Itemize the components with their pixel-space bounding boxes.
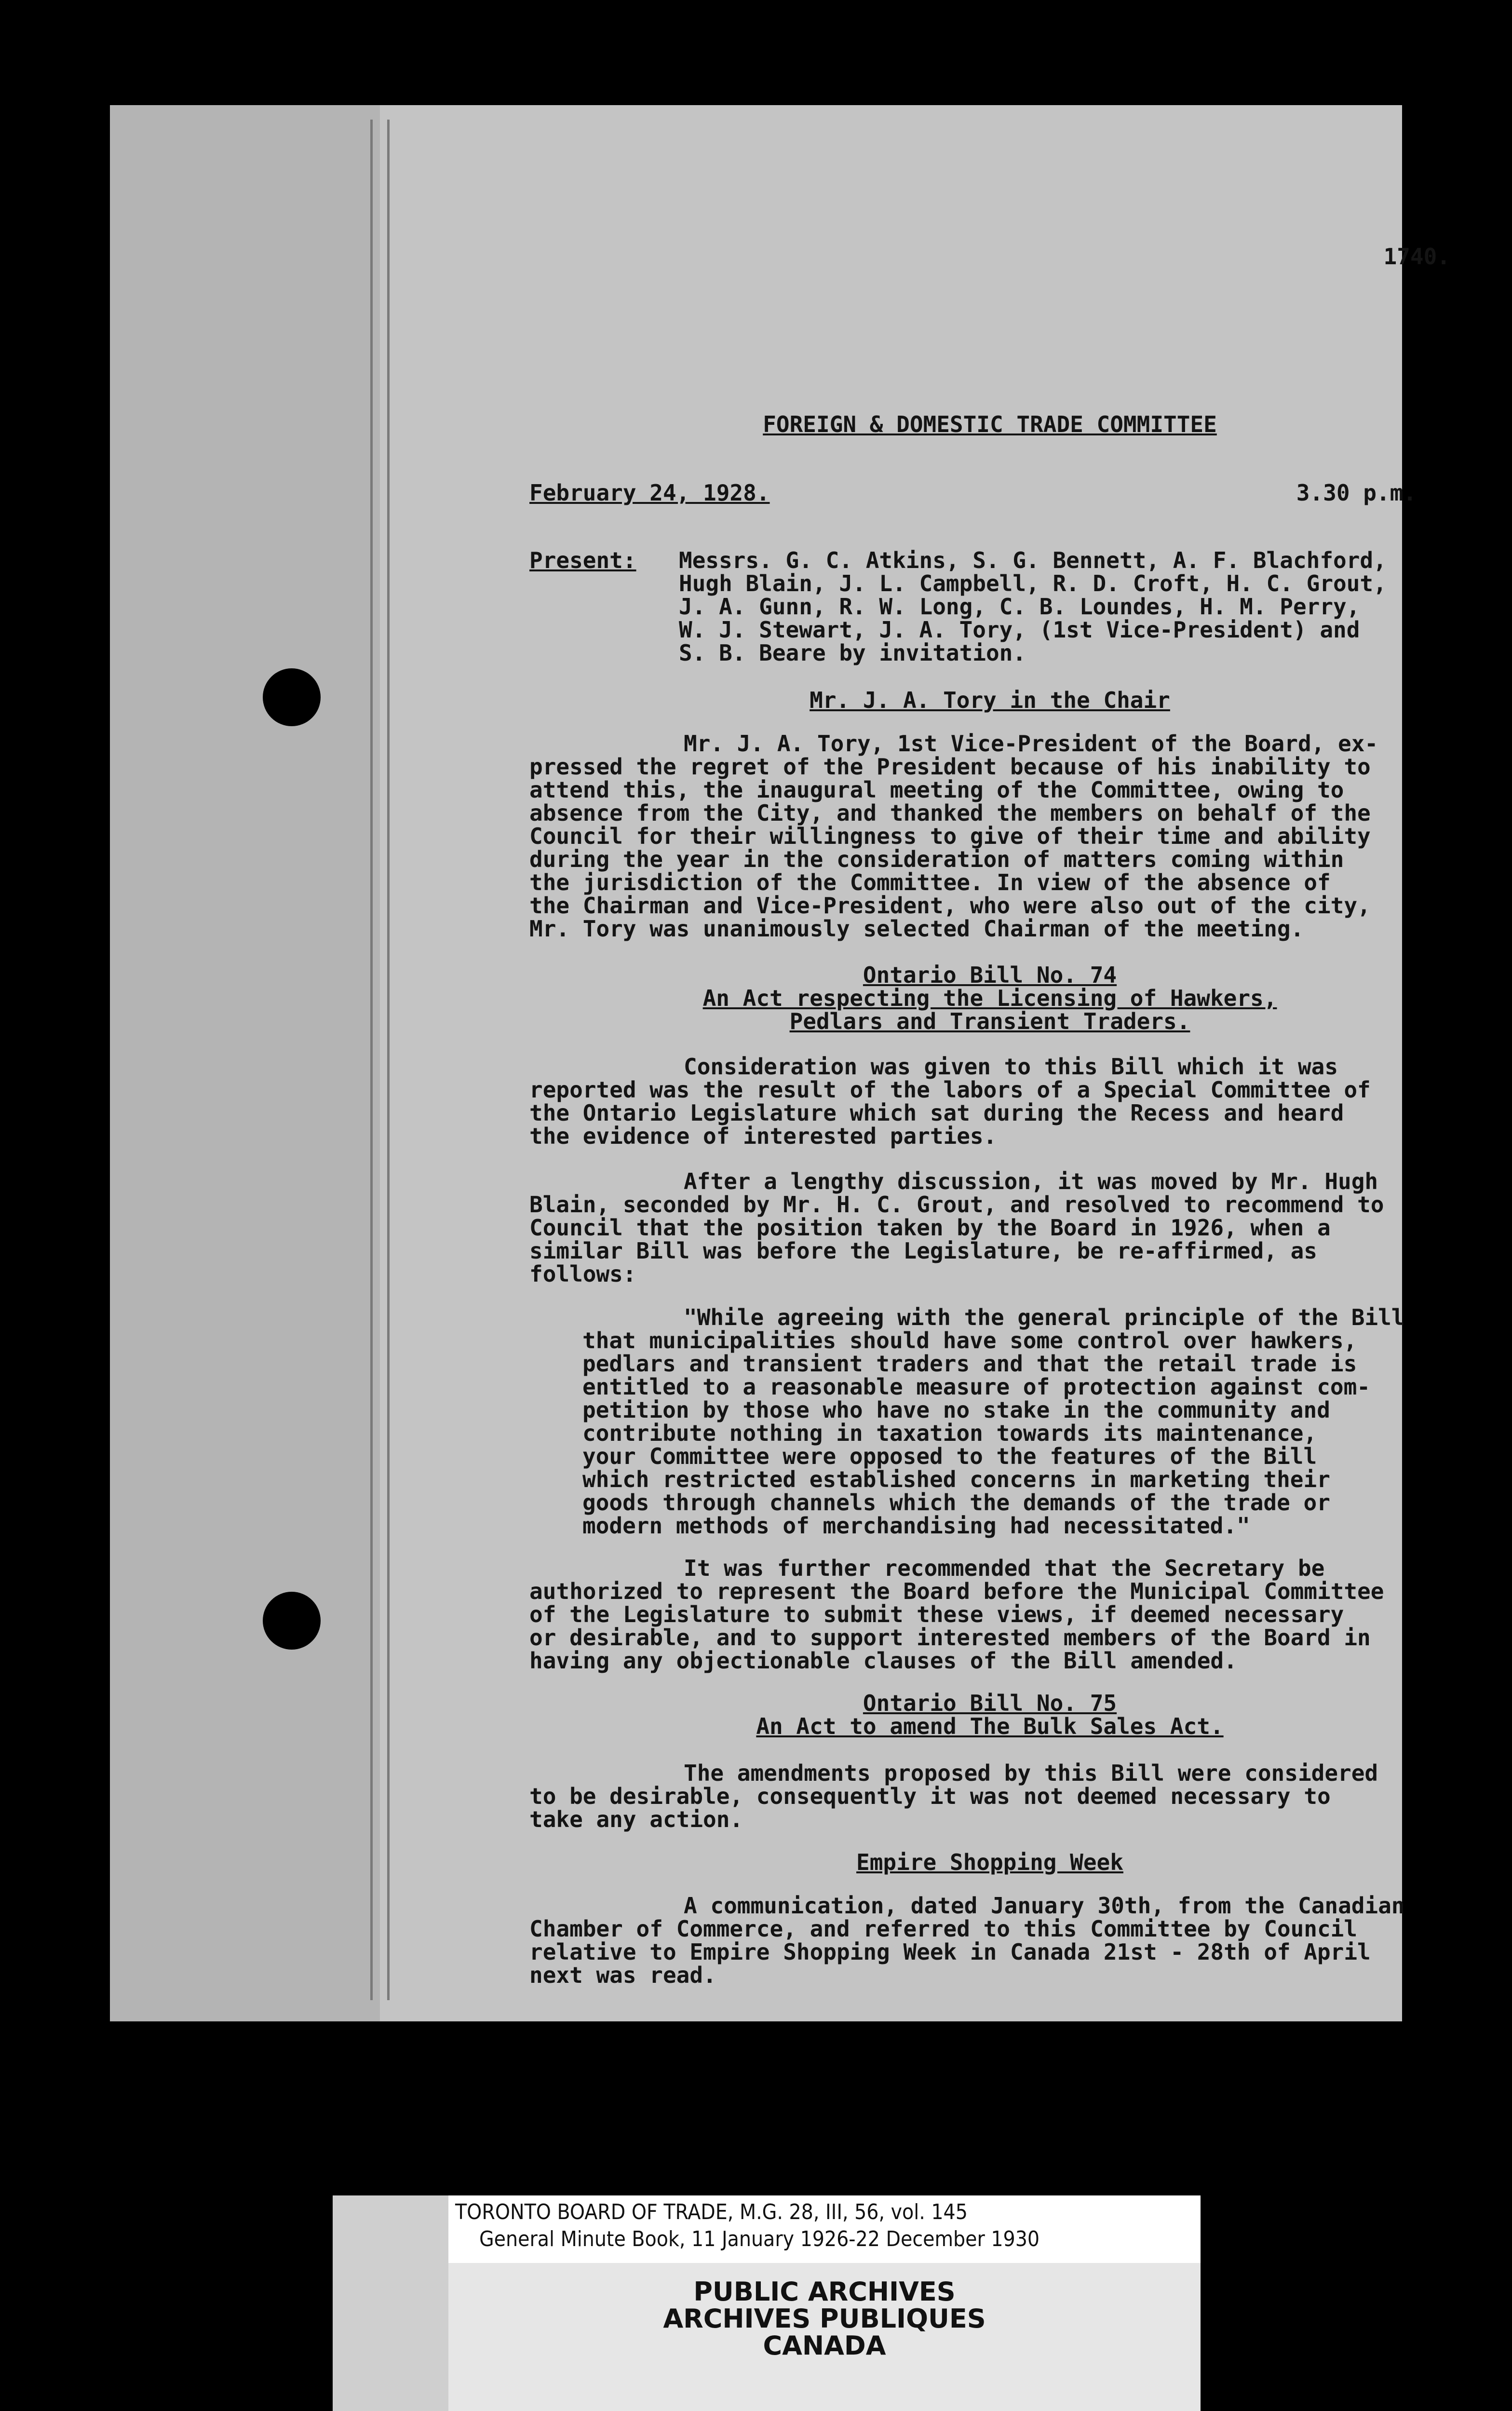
attendee-line: W. J. Stewart, J. A. Tory, (1st Vice-President) and <box>679 617 1360 643</box>
archive-reference-line1: TORONTO BOARD OF TRADE, M.G. 28, III, 56, vol. 145 <box>455 2200 968 2224</box>
label-shadow-edge <box>333 2195 448 2411</box>
attendee-line: Messrs. G. C. Atkins, S. G. Bennett, A. F. Blachford, <box>679 547 1387 573</box>
meeting-time: 3.30 p.m. <box>1296 480 1417 506</box>
page-binding-margin <box>110 105 380 2021</box>
attendee-line: S. B. Beare by invitation. <box>679 640 1026 666</box>
bill74-heading: Ontario Bill No. 74 An Act respecting the Licensing of Hawkers, Pedlars and Transient Traders. <box>702 962 1277 1034</box>
margin-rule-line <box>387 120 390 2000</box>
resolution-quote: "While agreeing with the general principle of the Bill that municipalities should have some control over hawkers, pedlars and transient traders and that the retail trade is entitled to a reasonable measure of protection against com- petition by those who have no stake in the community and contribute nothing in taxation towards its maintenance, your Committee were opposed to the features of the Bill which restricted established concerns in marketing their goods through channels which the demands of the trade or modern methods of merchandising had necessitated." <box>582 1304 1405 1539</box>
bill75-heading: Ontario Bill No. 75 An Act to amend The Bulk Sales Act. <box>756 1690 1224 1739</box>
date-row <box>529 481 1450 504</box>
secretary-recommendation: It was further recommended that the Secretary be authorized to represent the Board before the Municipal Committee of the Legislature to submit these views, if deemed necessary or desirable, and to support interested members of the Board in having any objectionable clauses of the Bill amended. <box>529 1555 1384 1674</box>
empire-paragraph: A communication, dated January 30th, from the Canadian Chamber of Commerce, and referred to this Committee by Council relative to Empire Shopping Week in Canada 21st - 28th of April next was read. <box>529 1893 1405 1988</box>
committee-title: FOREIGN & DOMESTIC TRADE COMMITTEE <box>763 411 1217 437</box>
attendee-line: J. A. Gunn, R. W. Long, C. B. Loundes, H. M. Perry, <box>679 594 1360 620</box>
document-page <box>110 105 1450 2021</box>
chair-paragraph: Mr. J. A. Tory, 1st Vice-President of the Board, ex- pressed the regret of the President because of his inability to attend this, the inaugural meeting of the Committee, owing to absence from the City, and thanked the members on behalf of the Council for their willingness to give of their time and ability during the year in the consideration of matters coming within the jurisdiction of the Committee. In view of the absence of the Chairman and Vice-President, who were also out of the city, Mr. Tory was unanimously selected Chairman of the meeting. <box>529 731 1378 942</box>
bill74-motion-paragraph: After a lengthy discussion, it was moved by Mr. Hugh Blain, seconded by Mr. H. C. Grout, and resolved to recommend to Council that the position taken by the Board in 1926, when a similar Bill was before the Legislature, be re-affirmed, as follows: <box>529 1168 1384 1287</box>
meeting-date: February 24, 1928. <box>529 480 770 506</box>
present-label: Present: <box>529 547 636 573</box>
archive-reference <box>448 2195 1201 2263</box>
empire-heading: Empire Shopping Week <box>856 1849 1123 1875</box>
punch-hole <box>263 668 321 726</box>
chair-heading: Mr. J. A. Tory in the Chair <box>810 687 1170 713</box>
bill75-paragraph: The amendments proposed by this Bill were considered to be desirable, consequently it was not deemed necessary to take any action. <box>529 1760 1378 1832</box>
attendee-line: Hugh Blain, J. L. Campbell, R. D. Croft, H. C. Grout, <box>679 570 1387 596</box>
page-number: 1740. <box>1383 244 1450 270</box>
archive-label <box>333 2195 1201 2411</box>
attendee-list <box>679 549 1450 664</box>
archives-stamp: PUBLIC ARCHIVES ARCHIVES PUBLIQUES CANADA <box>663 2276 986 2361</box>
punch-hole <box>263 1592 321 1650</box>
margin-rule-line <box>370 120 373 2000</box>
archive-reference-line2: General Minute Book, 11 January 1926-22 December 1930 <box>479 2227 1040 2251</box>
attendance-block <box>529 549 1450 664</box>
bill74-paragraph: Consideration was given to this Bill which it was reported was the result of the labors of a Special Committee of the Ontario Legislature which sat during the Recess and heard the evidence of interested parties. <box>529 1054 1371 1149</box>
